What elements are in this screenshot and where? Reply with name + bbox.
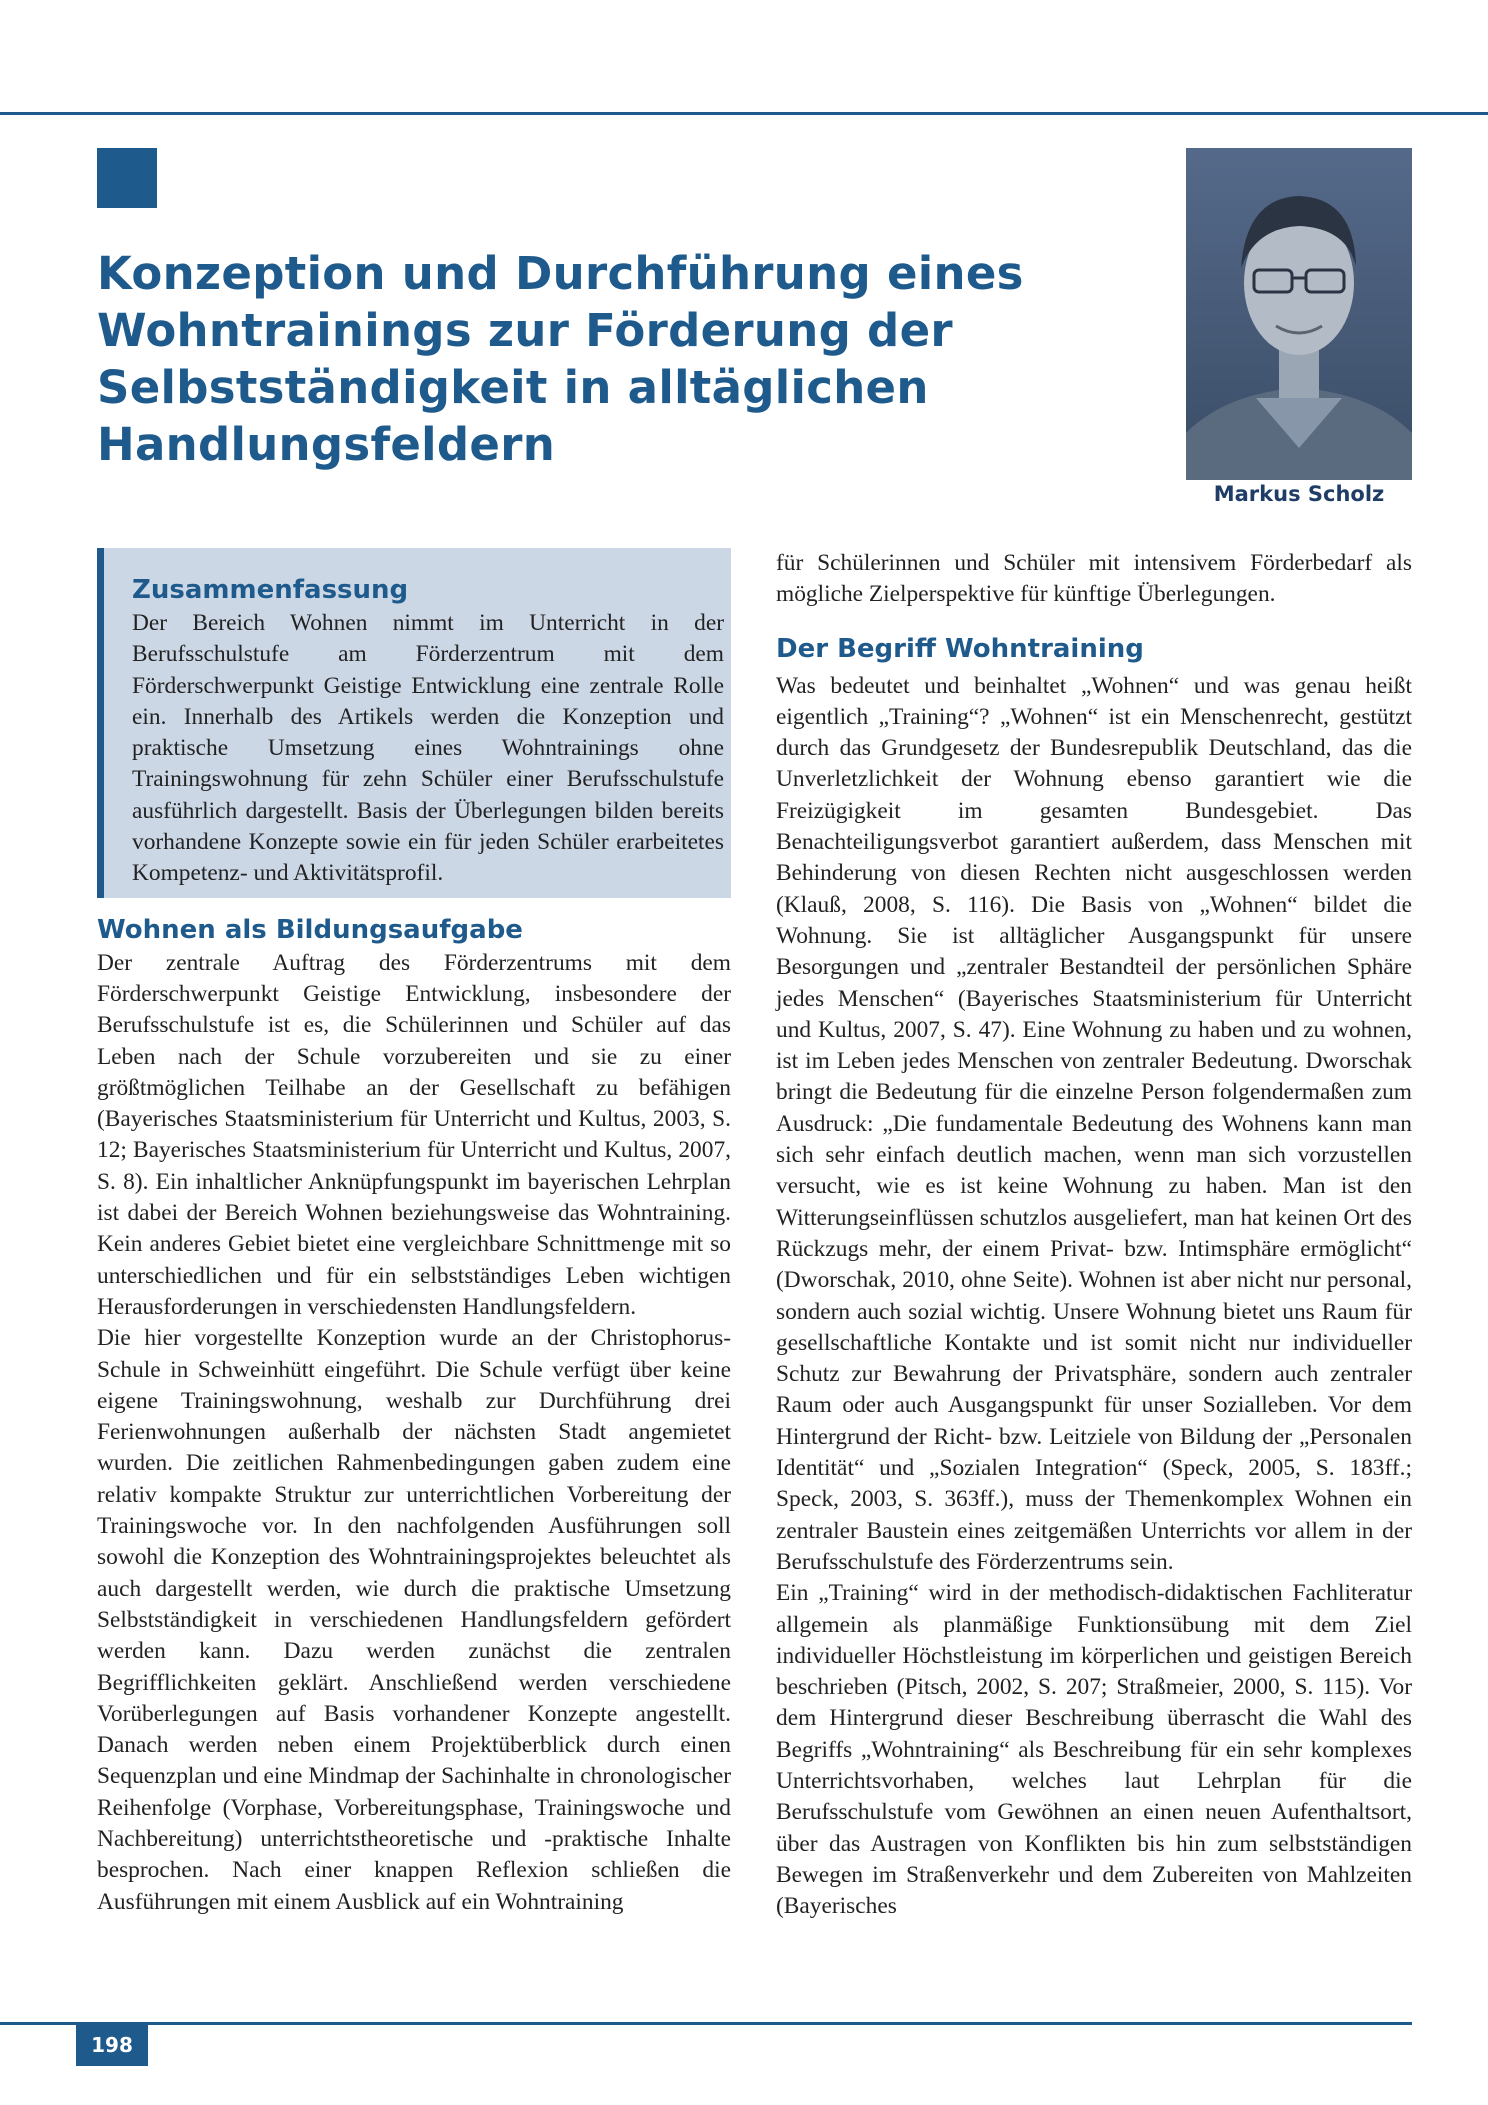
author-portrait-image <box>1186 148 1412 480</box>
paragraph: Ein „Training“ wird in der methodisch-didaktischen Fachliteratur allgemein als planmäßige Funktionsübung mit dem Ziel individueller Höchstleistung im körperlichen und geistigen Bereich beschrieben (Pitsch, 2002, S. 207; Straßmeier, 2000, S. 115). Vor dem Hintergrund dieser Beschreibung überrascht die Wahl des Begriffs „Wohntraining“ als Beschreibung für ein sehr komplexes Unterrichtsvorhaben, welches laut Lehrplan für die Berufsschulstufe vom Gewöhnen an einen neuen Aufenthaltsort, über das Austragen von Konflikten bis hin zum selbstständigen Bewegen im Straßenverkehr und dem Zubereiten von Mahlzeiten (Bayerisches <box>776 1580 1412 1920</box>
abstract-box <box>97 548 731 898</box>
page-number: 198 <box>76 2024 148 2066</box>
article-title: Konzeption und Durchführung eines Wohntrainings zur Förderung der Selbstständigkeit in alltäglichen Handlungsfeldern <box>97 247 1024 471</box>
abstract-heading: Zusammenfassung <box>132 575 409 605</box>
right-column <box>776 548 1412 1922</box>
author-photo <box>1186 148 1412 480</box>
top-rule <box>0 112 1488 115</box>
abstract-text: Der Bereich Wohnen nimmt im Unterricht in der Berufsschulstufe am Förderzentrum mit dem Förderschwerpunkt Geistige Entwicklung eine zentrale Rolle ein. Innerhalb des Artikels werden die Konzeption und praktische Umsetzung eines Wohntrainings ohne Trainingswohnung für zehn Schüler einer Berufsschulstufe ausführlich dargestellt. Basis der Überlegungen bilden bereits vorhandene Konzepte sowie ein für jeden Schüler erarbeitetes Kompetenz- und Aktivitätsprofil. <box>132 610 724 887</box>
section-heading-wohntraining: Der Begriff Wohntraining <box>776 633 1144 664</box>
section-heading-bildungsaufgabe: Wohnen als Bildungsaufgabe <box>97 914 523 945</box>
paragraph: Der zentrale Auftrag des Förderzentrums mit dem Förderschwerpunkt Geistige Entwicklung, insbesondere der Berufsschulstufe ist es, die Schülerinnen und Schüler auf das Leben nach der Schule vorzubereiten und sie zu einer größtmöglichen Teilhabe an der Gesellschaft zu befähigen (Bayerisches Staatsministerium für Unterricht und Kultus, 2003, S. 12; Bayerisches Staatsministerium für Unterricht und Kultus, 2007, S. 8). Ein inhaltlicher Anknüpfungspunkt im bayerischen Lehrplan ist dabei der Bereich Wohnen beziehungsweise das Wohntraining. Kein anderes Gebiet bietet eine vergleichbare Schnittmenge mit so unterschiedlichen und für ein selbstständiges Leben wichtigen Herausforderungen in verschiedensten Handlungsfeldern. <box>97 949 731 1320</box>
paragraph: Die hier vorgestellte Konzeption wurde an der Christophorus-Schule in Schweinhütt eingeführt. Die Schule verfügt über keine eigene Trainingswohnung, weshalb zur Durchführung drei Ferienwohnungen außerhalb der nächsten Stadt angemietet wurden. Die zeitlichen Rahmenbedingungen gaben zudem eine relativ kompakte Struktur zur unterrichtlichen Vorbereitung der Trainingswoche vor. In den nachfolgenden Ausführungen soll sowohl die Konzeption des Wohntrainingsprojektes beleuchtet als auch dargestellt werden, wie durch die praktische Umsetzung Selbstständigkeit in verschiedenen Handlungsfeldern gefördert werden kann. Dazu werden zunächst die zentralen Begrifflichkeiten geklärt. Anschließend werden verschiedene Vorüberlegungen auf Basis vorhandener Konzepte angestellt. Danach werden neben einem Projektüberblick durch einen Sequenzplan und eine Mindmap der Sachinhalte in chronologischer Reihenfolge (Vorphase, Vorbereitungsphase, Trainingswoche und Nachbereitung) unterrichtstheoretische und -praktische Inhalte besprochen. Nach einer knappen Reflexion schließen die Ausführungen mit einem Ausblick auf ein Wohntraining <box>97 1325 731 1915</box>
paragraph: Was bedeutet und beinhaltet „Wohnen“ und was genau heißt eigentlich „Training“? „Wohnen“ ist ein Menschenrecht, gestützt durch das Grundgesetz der Bundesrepublik Deutschland, das die Unverletzlichkeit der Wohnung ebenso garantiert wie die Freizügigkeit im gesamten Bundesgebiet. Das Benachteiligungsverbot garantiert außerdem, dass Menschen mit Behinderung von diesen Rechten nicht ausgeschlossen werden (Klauß, 2008, S. 116). Die Basis von „Wohnen“ bildet die Wohnung. Sie ist alltäglicher Ausgangspunkt für unsere Besorgungen und „zentraler Bestandteil der persönlichen Sphäre jedes Menschen“ (Bayerisches Staatsministerium für Unterricht und Kultus, 2007, S. 47). Eine Wohnung zu haben und zu wohnen, ist im Leben jedes Menschen von zentraler Bedeutung. Dworschak bringt die Bedeutung für die einzelne Person folgendermaßen zum Ausdruck: „Die fundamentale Bedeutung des Wohnens kann man sich sehr einfach deutlich machen, wenn man sich vorzustellen versucht, wie es ist keine Wohnung zu haben. Man ist den Witterungseinflüssen schutzlos ausgeliefert, man hat keinen Ort des Rückzugs mehr, der einem Privat- bzw. Intimsphäre ermöglicht“ (Dworschak, 2010, ohne Seite). Wohnen ist aber nicht nur personal, sondern auch sozial wichtig. Unsere Wohnung bietet uns Raum für gesellschaftliche Kontakte und ist somit nicht nur individueller Schutz zur Bewahrung der Privatsphäre, sondern auch zentraler Raum oder auch Ausgangspunkt für unser Sozialleben. Vor dem Hintergrund der Richt- bzw. Leitziele von Bildung der „Personalen Identität“ und „Sozialen Integration“ (Speck, 2005, S. 183ff.; Speck, 2003, S. 363ff.), muss der Themenkomplex Wohnen ein zentraler Baustein eines zeitgemäßen Unterrichts vor allem in der Berufsschulstufe des Förderzentrums sein. <box>776 672 1412 1575</box>
left-column <box>97 548 731 1918</box>
paragraph-continuation: für Schülerinnen und Schüler mit intensivem Förderbedarf als mögliche Zielperspektive für künftige Überlegungen. <box>776 550 1412 608</box>
author-name: Markus Scholz <box>1213 482 1385 506</box>
section-marker-square <box>97 148 157 208</box>
bottom-rule <box>0 2022 1412 2025</box>
